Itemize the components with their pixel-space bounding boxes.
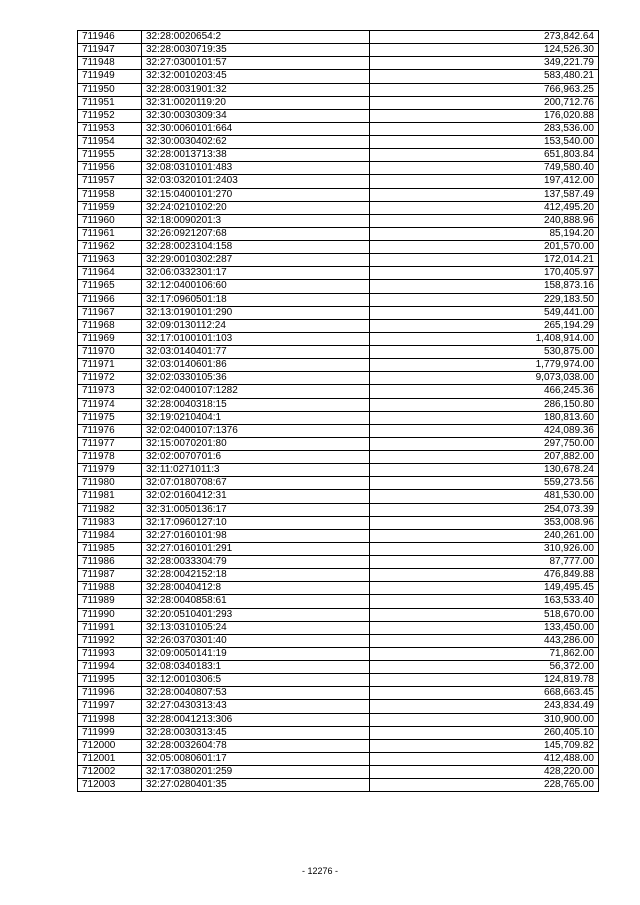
cadastral-number-cell: 32:27:0160101:291	[142, 542, 370, 555]
row-number-cell: 711981	[78, 490, 142, 503]
value-cell: 201,570.00	[370, 241, 599, 254]
row-number-cell: 711978	[78, 451, 142, 464]
row-number-cell: 711982	[78, 503, 142, 516]
row-number-cell: 711992	[78, 634, 142, 647]
value-cell: 56,372.00	[370, 661, 599, 674]
cadastral-number-cell: 32:28:0013713:38	[142, 149, 370, 162]
value-cell: 240,261.00	[370, 529, 599, 542]
value-cell: 85,194.20	[370, 227, 599, 240]
row-number-cell: 711959	[78, 201, 142, 214]
value-cell: 310,900.00	[370, 713, 599, 726]
row-number-cell: 711964	[78, 267, 142, 280]
row-number-cell: 712001	[78, 752, 142, 765]
row-number-cell: 711991	[78, 621, 142, 634]
cadastral-number-cell: 32:02:0160412:31	[142, 490, 370, 503]
table-row	[78, 556, 599, 569]
value-cell: 260,405.10	[370, 726, 599, 739]
row-number-cell: 712002	[78, 766, 142, 779]
row-number-cell: 711949	[78, 70, 142, 83]
cadastral-number-cell: 32:05:0080601:17	[142, 752, 370, 765]
value-cell: 170,405.97	[370, 267, 599, 280]
table-row	[78, 149, 599, 162]
cadastral-number-cell: 32:30:0060101:664	[142, 122, 370, 135]
table-row	[78, 31, 599, 44]
table-row	[78, 70, 599, 83]
table-row	[78, 293, 599, 306]
cadastral-number-cell: 32:02:0330105:36	[142, 372, 370, 385]
value-cell: 149,495.45	[370, 582, 599, 595]
value-cell: 481,530.00	[370, 490, 599, 503]
table-row	[78, 267, 599, 280]
cadastral-number-cell: 32:26:0370301:40	[142, 634, 370, 647]
table-row	[78, 582, 599, 595]
row-number-cell: 711970	[78, 346, 142, 359]
row-number-cell: 711980	[78, 477, 142, 490]
cadastral-number-cell: 32:30:0030402:62	[142, 136, 370, 149]
table-row	[78, 44, 599, 57]
table-body	[78, 31, 599, 792]
cadastral-number-cell: 32:28:0020654:2	[142, 31, 370, 44]
table-row	[78, 687, 599, 700]
table-row	[78, 424, 599, 437]
table-row	[78, 241, 599, 254]
table-row	[78, 136, 599, 149]
value-cell: 240,888.96	[370, 214, 599, 227]
value-cell: 1,408,914.00	[370, 332, 599, 345]
table-row	[78, 411, 599, 424]
cadastral-number-cell: 32:18:0090201:3	[142, 214, 370, 227]
value-cell: 124,526.30	[370, 44, 599, 57]
cadastral-number-cell: 32:28:0040318:15	[142, 398, 370, 411]
cadastral-number-cell: 32:08:0340183:1	[142, 661, 370, 674]
value-cell: 412,488.00	[370, 752, 599, 765]
value-cell: 130,678.24	[370, 464, 599, 477]
table-row	[78, 83, 599, 96]
table-row	[78, 346, 599, 359]
table-row	[78, 188, 599, 201]
value-cell: 283,536.00	[370, 122, 599, 135]
value-cell: 749,580.40	[370, 162, 599, 175]
value-cell: 349,221.79	[370, 57, 599, 70]
cadastral-number-cell: 32:09:0050141:19	[142, 647, 370, 660]
table-row	[78, 542, 599, 555]
cadastral-number-cell: 32:13:0310105:24	[142, 621, 370, 634]
row-number-cell: 711985	[78, 542, 142, 555]
value-cell: 668,663.45	[370, 687, 599, 700]
value-cell: 228,765.00	[370, 779, 599, 792]
row-number-cell: 711955	[78, 149, 142, 162]
table-row	[78, 96, 599, 109]
cadastral-number-cell: 32:02:0400107:1376	[142, 424, 370, 437]
value-cell: 207,882.00	[370, 451, 599, 464]
value-cell: 476,849.88	[370, 569, 599, 582]
table-row	[78, 661, 599, 674]
table-row	[78, 109, 599, 122]
cadastral-number-cell: 32:28:0033304:79	[142, 556, 370, 569]
cadastral-number-cell: 32:27:0280401:35	[142, 779, 370, 792]
cadastral-number-cell: 32:28:0040412:8	[142, 582, 370, 595]
row-number-cell: 711987	[78, 569, 142, 582]
cadastral-number-cell: 32:27:0430313:43	[142, 700, 370, 713]
table-row	[78, 503, 599, 516]
cadastral-number-cell: 32:03:0140401:77	[142, 346, 370, 359]
row-number-cell: 711960	[78, 214, 142, 227]
row-number-cell: 711954	[78, 136, 142, 149]
row-number-cell: 711946	[78, 31, 142, 44]
cadastral-number-cell: 32:07:0180708:67	[142, 477, 370, 490]
row-number-cell: 711958	[78, 188, 142, 201]
cadastral-number-cell: 32:02:0400107:1282	[142, 385, 370, 398]
table-row	[78, 162, 599, 175]
value-cell: 163,533.40	[370, 595, 599, 608]
value-cell: 197,412.00	[370, 175, 599, 188]
value-cell: 172,014.21	[370, 254, 599, 267]
cadastral-number-cell: 32:12:0010306:5	[142, 674, 370, 687]
cadastral-value-table	[77, 30, 599, 792]
table-row	[78, 254, 599, 267]
cadastral-number-cell: 32:28:0040807:53	[142, 687, 370, 700]
row-number-cell: 711983	[78, 516, 142, 529]
table-row	[78, 122, 599, 135]
table-row	[78, 437, 599, 450]
cadastral-number-cell: 32:03:0140601:86	[142, 359, 370, 372]
value-cell: 180,813.60	[370, 411, 599, 424]
table-row	[78, 634, 599, 647]
value-cell: 549,441.00	[370, 306, 599, 319]
cadastral-number-cell: 32:20:0510401:293	[142, 608, 370, 621]
table-row	[78, 529, 599, 542]
value-cell: 265,194.29	[370, 319, 599, 332]
cadastral-number-cell: 32:30:0030309:34	[142, 109, 370, 122]
row-number-cell: 711963	[78, 254, 142, 267]
row-number-cell: 711961	[78, 227, 142, 240]
cadastral-number-cell: 32:28:0030313:45	[142, 726, 370, 739]
cadastral-number-cell: 32:19:0210404:1	[142, 411, 370, 424]
table-row	[78, 464, 599, 477]
table-row	[78, 569, 599, 582]
value-cell: 428,220.00	[370, 766, 599, 779]
value-cell: 412,495.20	[370, 201, 599, 214]
row-number-cell: 711969	[78, 332, 142, 345]
table-row	[78, 175, 599, 188]
value-cell: 353,008.96	[370, 516, 599, 529]
value-cell: 286,150.80	[370, 398, 599, 411]
row-number-cell: 711984	[78, 529, 142, 542]
table-row	[78, 647, 599, 660]
value-cell: 158,873.16	[370, 280, 599, 293]
value-cell: 518,670.00	[370, 608, 599, 621]
table-row	[78, 713, 599, 726]
row-number-cell: 711968	[78, 319, 142, 332]
cadastral-number-cell: 32:17:0960127:10	[142, 516, 370, 529]
row-number-cell: 711971	[78, 359, 142, 372]
value-cell: 200,712.76	[370, 96, 599, 109]
row-number-cell: 712003	[78, 779, 142, 792]
row-number-cell: 711950	[78, 83, 142, 96]
row-number-cell: 712000	[78, 739, 142, 752]
row-number-cell: 711990	[78, 608, 142, 621]
value-cell: 297,750.00	[370, 437, 599, 450]
table-row	[78, 372, 599, 385]
cadastral-number-cell: 32:12:0400106:60	[142, 280, 370, 293]
value-cell: 243,834.49	[370, 700, 599, 713]
row-number-cell: 711979	[78, 464, 142, 477]
table-row	[78, 227, 599, 240]
value-cell: 133,450.00	[370, 621, 599, 634]
cadastral-number-cell: 32:26:0921207:68	[142, 227, 370, 240]
cadastral-number-cell: 32:27:0160101:98	[142, 529, 370, 542]
table-row	[78, 608, 599, 621]
value-cell: 443,286.00	[370, 634, 599, 647]
cadastral-number-cell: 32:29:0010302:287	[142, 254, 370, 267]
row-number-cell: 711965	[78, 280, 142, 293]
row-number-cell: 711962	[78, 241, 142, 254]
cadastral-number-cell: 32:24:0210102:20	[142, 201, 370, 214]
cadastral-number-cell: 32:17:0380201:259	[142, 766, 370, 779]
cadastral-number-cell: 32:28:0041213:306	[142, 713, 370, 726]
table-row	[78, 319, 599, 332]
value-cell: 1,779,974.00	[370, 359, 599, 372]
row-number-cell: 711953	[78, 122, 142, 135]
value-cell: 124,819.78	[370, 674, 599, 687]
value-cell: 530,875.00	[370, 346, 599, 359]
row-number-cell: 711995	[78, 674, 142, 687]
row-number-cell: 711973	[78, 385, 142, 398]
value-cell: 153,540.00	[370, 136, 599, 149]
row-number-cell: 711976	[78, 424, 142, 437]
table-row	[78, 477, 599, 490]
value-cell: 424,089.36	[370, 424, 599, 437]
cadastral-number-cell: 32:06:0332301:17	[142, 267, 370, 280]
cadastral-number-cell: 32:32:0010203:45	[142, 70, 370, 83]
table-row	[78, 595, 599, 608]
cadastral-number-cell: 32:15:0400101:270	[142, 188, 370, 201]
table-row	[78, 700, 599, 713]
value-cell: 583,480.21	[370, 70, 599, 83]
row-number-cell: 711993	[78, 647, 142, 660]
cadastral-number-cell: 32:28:0031901:32	[142, 83, 370, 96]
value-cell: 145,709.82	[370, 739, 599, 752]
table-row	[78, 57, 599, 70]
table-row	[78, 621, 599, 634]
table-row	[78, 385, 599, 398]
row-number-cell: 711994	[78, 661, 142, 674]
value-cell: 651,803.84	[370, 149, 599, 162]
table-row	[78, 332, 599, 345]
value-cell: 559,273.56	[370, 477, 599, 490]
value-cell: 87,777.00	[370, 556, 599, 569]
table-row	[78, 766, 599, 779]
row-number-cell: 711988	[78, 582, 142, 595]
cadastral-number-cell: 32:28:0042152:18	[142, 569, 370, 582]
value-cell: 71,862.00	[370, 647, 599, 660]
cadastral-number-cell: 32:15:0070201:80	[142, 437, 370, 450]
table-row	[78, 280, 599, 293]
value-cell: 9,073,038.00	[370, 372, 599, 385]
row-number-cell: 711951	[78, 96, 142, 109]
value-cell: 137,587.49	[370, 188, 599, 201]
value-cell: 254,073.39	[370, 503, 599, 516]
table-row	[78, 490, 599, 503]
table-row	[78, 779, 599, 792]
row-number-cell: 711996	[78, 687, 142, 700]
table-row	[78, 451, 599, 464]
cadastral-number-cell: 32:13:0190101:290	[142, 306, 370, 319]
cadastral-number-cell: 32:17:0960501:18	[142, 293, 370, 306]
row-number-cell: 711948	[78, 57, 142, 70]
cadastral-number-cell: 32:31:0050136:17	[142, 503, 370, 516]
cadastral-number-cell: 32:28:0032604:78	[142, 739, 370, 752]
cadastral-number-cell: 32:02:0070701:6	[142, 451, 370, 464]
cadastral-number-cell: 32:17:0100101:103	[142, 332, 370, 345]
row-number-cell: 711975	[78, 411, 142, 424]
table-row	[78, 726, 599, 739]
value-cell: 466,245.36	[370, 385, 599, 398]
cadastral-number-cell: 32:28:0023104:158	[142, 241, 370, 254]
value-cell: 310,926.00	[370, 542, 599, 555]
row-number-cell: 711972	[78, 372, 142, 385]
cadastral-number-cell: 32:28:0030719:35	[142, 44, 370, 57]
table-row	[78, 752, 599, 765]
cadastral-number-cell: 32:08:0310101:483	[142, 162, 370, 175]
page-number: - 12276 -	[301, 866, 339, 876]
cadastral-number-cell: 32:31:0020119:20	[142, 96, 370, 109]
table-row	[78, 306, 599, 319]
row-number-cell: 711957	[78, 175, 142, 188]
row-number-cell: 711947	[78, 44, 142, 57]
table-row	[78, 739, 599, 752]
cadastral-number-cell: 32:28:0040858:61	[142, 595, 370, 608]
row-number-cell: 711966	[78, 293, 142, 306]
row-number-cell: 711998	[78, 713, 142, 726]
value-cell: 176,020.88	[370, 109, 599, 122]
row-number-cell: 711977	[78, 437, 142, 450]
row-number-cell: 711986	[78, 556, 142, 569]
table-row	[78, 516, 599, 529]
cadastral-number-cell: 32:09:0130112:24	[142, 319, 370, 332]
row-number-cell: 711999	[78, 726, 142, 739]
table-row	[78, 359, 599, 372]
value-cell: 766,963.25	[370, 83, 599, 96]
row-number-cell: 711952	[78, 109, 142, 122]
cadastral-number-cell: 32:27:0300101:57	[142, 57, 370, 70]
table-row	[78, 674, 599, 687]
table-row	[78, 201, 599, 214]
table-row	[78, 398, 599, 411]
row-number-cell: 711956	[78, 162, 142, 175]
table-row	[78, 214, 599, 227]
value-cell: 229,183.50	[370, 293, 599, 306]
value-cell: 273,842.64	[370, 31, 599, 44]
cadastral-number-cell: 32:11:0271011:3	[142, 464, 370, 477]
row-number-cell: 711974	[78, 398, 142, 411]
row-number-cell: 711967	[78, 306, 142, 319]
cadastral-number-cell: 32:03:0320101:2403	[142, 175, 370, 188]
row-number-cell: 711997	[78, 700, 142, 713]
row-number-cell: 711989	[78, 595, 142, 608]
